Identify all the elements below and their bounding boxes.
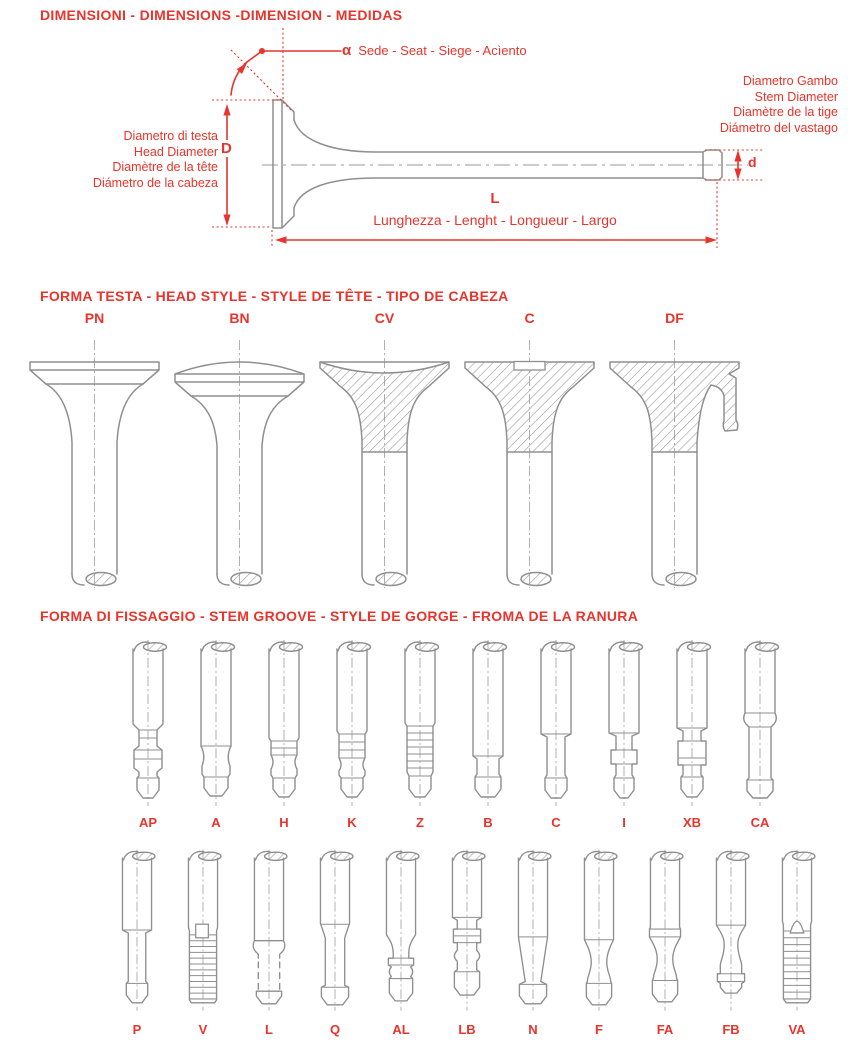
head-diameter-label-line: Diamètre de la tête [112,160,218,174]
seat-label: Sede - Seat - Siege - Acìento [358,43,527,58]
stem-groove-label: Z [416,815,424,830]
stem-groove-item-k [318,638,386,830]
head-style-drawing-df [602,334,747,592]
head-style-item-bn [167,310,312,592]
head-style-drawing-cv [312,334,457,592]
stem-groove-item-h [250,638,318,830]
stem-groove-item-c [522,638,590,830]
stem-groove-row-2 [104,845,830,1037]
stem-diameter-label-line: Diamètre de la tige [733,105,838,119]
stem-groove-item-al [368,845,434,1037]
stem-groove-label: L [265,1022,273,1037]
stem-diameter-symbol: d [748,154,757,170]
stem-groove-drawing-xb [658,638,726,810]
head-style-drawing-c [457,334,602,592]
head-style-drawing-bn [167,334,312,592]
stem-groove-item-ca [726,638,794,830]
stem-groove-label: FA [656,1022,674,1037]
stem-groove-item-ap [114,638,182,830]
seat-leader-dot [259,48,265,54]
valve-head-outline [273,100,294,228]
head-style-item-c [457,310,602,592]
stem-groove-item-i [590,638,658,830]
head-style-label: CV [374,310,395,326]
head-style-item-cv [312,310,457,592]
stem-groove-label: AL [392,1022,410,1037]
stem-groove-item-n [500,845,566,1037]
head-style-drawing-pn [22,334,167,592]
stem-groove-label: FB [722,1022,740,1037]
head-diameter-label-line: Diámetro de la cabeza [92,175,218,190]
stem-groove-drawing-c [522,638,590,810]
stem-groove-drawing-f [566,845,632,1017]
stem-groove-drawing-al [368,845,434,1017]
stem-groove-label: LB [458,1022,476,1037]
stem-groove-drawing-ca [726,638,794,810]
stem-diameter-label-line: Diámetro del vastago [719,120,838,135]
stem-diameter-label-line: Diametro Gambo [742,74,838,88]
stem-groove-label: A [211,815,221,830]
head-style-row [22,310,747,592]
stem-groove-label: AP [138,815,158,830]
stem-groove-item-f [566,845,632,1037]
stem-groove-label: B [483,815,493,830]
seat-angle-label-row [342,42,527,59]
stem-groove-drawing-n [500,845,566,1017]
stem-groove-label: N [528,1022,538,1037]
stem-groove-item-q [302,845,368,1037]
head-style-label: DF [665,310,684,326]
stem-groove-section-title: FORMA DI FISSAGGIO - STEM GROOVE - STYLE DE GORGE - FROMA DE LA RANURA [40,608,639,624]
stem-groove-drawing-q [302,845,368,1017]
stem-groove-drawing-fb [698,845,764,1017]
stem-groove-label: F [595,1022,603,1037]
stem-groove-drawing-a [182,638,250,810]
stem-groove-label: VA [788,1022,806,1037]
stem-groove-item-z [386,638,454,830]
stem-groove-label: C [551,815,561,830]
stem-groove-label: H [279,815,289,830]
stem-groove-label: I [622,815,626,830]
stem-groove-drawing-h [250,638,318,810]
head-style-label: PN [84,310,105,326]
stem-groove-drawing-k [318,638,386,810]
head-style-label: BN [229,310,250,326]
stem-groove-drawing-p [104,845,170,1017]
length-label: Lunghezza - Lenght - Longueur - Largo [373,212,617,228]
stem-groove-row-1 [114,638,794,830]
stem-groove-drawing-lb [434,845,500,1017]
stem-groove-item-b [454,638,522,830]
stem-groove-item-xb [658,638,726,830]
head-diameter-label-block [42,129,218,191]
stem-groove-label: CA [750,815,770,830]
stem-groove-item-l [236,845,302,1037]
head-diameter-label-line: Head Diameter [133,144,218,159]
stem-groove-drawing-fa [632,845,698,1017]
stem-groove-label: P [132,1022,142,1037]
stem-groove-item-fb [698,845,764,1037]
head-style-item-pn [22,310,167,592]
stem-diameter-label-block [720,74,838,136]
head-style-item-df [602,310,747,592]
stem-groove-drawing-b [454,638,522,810]
stem-groove-drawing-va [764,845,830,1017]
stem-groove-item-p [104,845,170,1037]
stem-groove-item-v [170,845,236,1037]
stem-groove-drawing-v [170,845,236,1017]
stem-groove-drawing-z [386,638,454,810]
length-symbol: L [490,190,500,207]
stem-groove-item-a [182,638,250,830]
stem-groove-item-va [764,845,830,1037]
stem-diameter-label-line: Stem Diameter [754,89,838,104]
head-diameter-label-line: Diametro di testa [123,129,218,143]
head-diameter-symbol: D [221,140,232,157]
stem-groove-label: Q [329,1022,341,1037]
stem-groove-label: K [347,815,357,830]
stem-groove-drawing-ap [114,638,182,810]
stem-groove-label: XB [682,815,702,830]
dimensions-section-title: DIMENSIONI - DIMENSIONS -DIMENSION - MEDIDAS [40,7,403,23]
stem-groove-drawing-l [236,845,302,1017]
head-style-label: C [524,310,535,326]
stem-groove-item-lb [434,845,500,1037]
stem-groove-item-fa [632,845,698,1037]
stem-groove-label: V [198,1022,208,1037]
stem-groove-drawing-i [590,638,658,810]
head-style-section-title: FORMA TESTA - HEAD STYLE - STYLE DE TÊTE - TIPO DE CABEZA [40,288,509,304]
alpha-symbol: α [342,42,352,59]
